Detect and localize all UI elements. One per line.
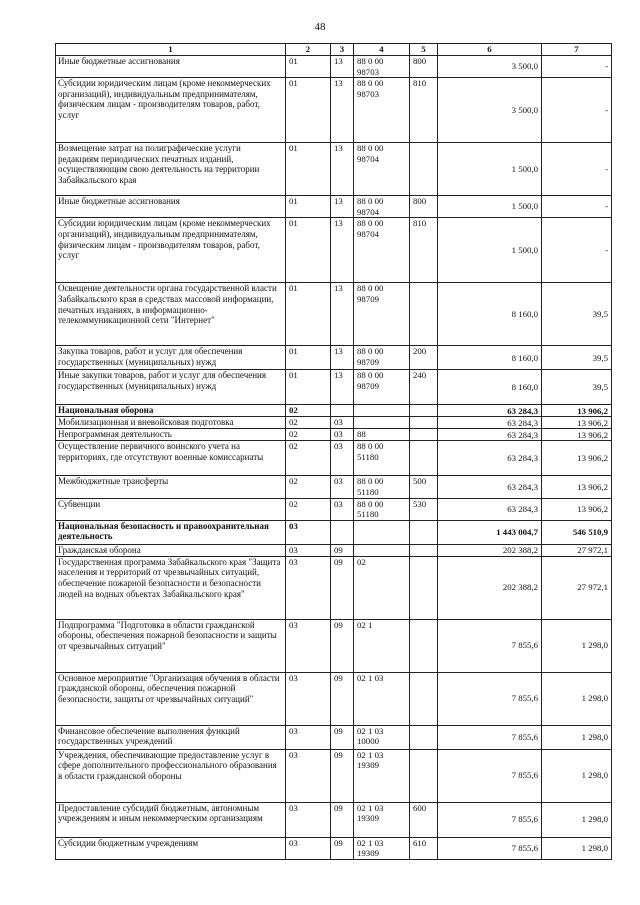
table-header-row bbox=[56, 44, 612, 56]
table-row bbox=[56, 283, 612, 346]
section-cell: 01 bbox=[286, 56, 331, 78]
executed-amount-cell: - bbox=[542, 143, 612, 196]
row-name-cell: Закупка товаров, работ и услуг для обеспечения государственных (муниципальных) нужд bbox=[56, 346, 286, 370]
table-row bbox=[56, 476, 612, 498]
target-article-cell: 88 0 00 51180 bbox=[354, 441, 410, 476]
table-row bbox=[56, 56, 612, 78]
executed-amount-cell: 1 298,0 bbox=[542, 619, 612, 672]
target-article-cell: 02 1 03 10000 bbox=[354, 725, 410, 749]
header-cell: 6 bbox=[438, 44, 542, 56]
row-name-cell: Субсидии юридическим лицам (кроме некоммерческих организаций), индивидуальным предпринимателям, физическим лицам - производителям товаров, работ, услуг bbox=[56, 78, 286, 143]
subsection-cell: 09 bbox=[331, 619, 354, 672]
subsection-cell bbox=[331, 520, 354, 544]
approved-amount-cell: 7 855,6 bbox=[438, 619, 542, 672]
section-cell: 03 bbox=[286, 619, 331, 672]
table-row bbox=[56, 417, 612, 429]
approved-amount-cell: 1 500,0 bbox=[438, 143, 542, 196]
executed-amount-cell: 1 298,0 bbox=[542, 672, 612, 725]
executed-amount-cell: 13 906,2 bbox=[542, 476, 612, 498]
table-row bbox=[56, 802, 612, 837]
row-name-cell: Финансовое обеспечение выполнения функций государственных учреждений bbox=[56, 725, 286, 749]
subsection-cell: 09 bbox=[331, 544, 354, 556]
table-row bbox=[56, 441, 612, 476]
expense-type-cell: 810 bbox=[410, 78, 438, 143]
target-article-cell bbox=[354, 417, 410, 429]
target-article-cell: 88 0 00 98704 bbox=[354, 196, 410, 218]
executed-amount-cell: 1 298,0 bbox=[542, 749, 612, 802]
target-article-cell: 88 0 00 98703 bbox=[354, 56, 410, 78]
section-cell: 01 bbox=[286, 346, 331, 370]
table-row bbox=[56, 196, 612, 218]
target-article-cell: 02 1 bbox=[354, 619, 410, 672]
subsection-cell: 13 bbox=[331, 283, 354, 346]
row-name-cell: Непрограммная деятельность bbox=[56, 429, 286, 441]
section-cell: 03 bbox=[286, 749, 331, 802]
expense-type-cell: 200 bbox=[410, 346, 438, 370]
executed-amount-cell: 1 298,0 bbox=[542, 837, 612, 859]
target-article-cell: 88 bbox=[354, 429, 410, 441]
approved-amount-cell: 63 284,3 bbox=[438, 476, 542, 498]
table-row bbox=[56, 749, 612, 802]
section-cell: 03 bbox=[286, 672, 331, 725]
target-article-cell: 88 0 00 51180 bbox=[354, 476, 410, 498]
row-name-cell: Возмещение затрат на полиграфические услуги редакциям периодических печатных изданий, осуществляющим свою деятельность на территории Забайкальского края bbox=[56, 143, 286, 196]
approved-amount-cell: 8 160,0 bbox=[438, 346, 542, 370]
target-article-cell: 88 0 00 98709 bbox=[354, 283, 410, 346]
executed-amount-cell: 27 972,1 bbox=[542, 556, 612, 619]
row-name-cell: Осуществление первичного воинского учета на территориях, где отсутствуют военные комиссариаты bbox=[56, 441, 286, 476]
expense-type-cell bbox=[410, 283, 438, 346]
executed-amount-cell: - bbox=[542, 56, 612, 78]
expense-type-cell bbox=[410, 143, 438, 196]
row-name-cell: Иные бюджетные ассигнования bbox=[56, 196, 286, 218]
row-name-cell: Субсидии бюджетным учреждениям bbox=[56, 837, 286, 859]
approved-amount-cell: 7 855,6 bbox=[438, 837, 542, 859]
row-name-cell: Предоставление субсидий бюджетным, автономным учреждениям и иным некоммерческим организациям bbox=[56, 802, 286, 837]
subsection-cell: 13 bbox=[331, 56, 354, 78]
expense-type-cell bbox=[410, 429, 438, 441]
header-cell: 1 bbox=[56, 44, 286, 56]
page-number: 48 bbox=[314, 21, 326, 33]
executed-amount-cell: 39,5 bbox=[542, 346, 612, 370]
row-name-cell: Национальная оборона bbox=[56, 405, 286, 417]
expense-type-cell: 800 bbox=[410, 196, 438, 218]
subsection-cell: 13 bbox=[331, 370, 354, 405]
section-cell: 01 bbox=[286, 196, 331, 218]
expense-type-cell bbox=[410, 556, 438, 619]
approved-amount-cell: 1 500,0 bbox=[438, 196, 542, 218]
target-article-cell bbox=[354, 405, 410, 417]
section-cell: 01 bbox=[286, 218, 331, 283]
table-row bbox=[56, 218, 612, 283]
row-name-cell: Мобилизационная и вневойсковая подготовка bbox=[56, 417, 286, 429]
subsection-cell: 03 bbox=[331, 476, 354, 498]
subsection-cell bbox=[331, 405, 354, 417]
executed-amount-cell: - bbox=[542, 196, 612, 218]
table-row bbox=[56, 143, 612, 196]
executed-amount-cell: 13 906,2 bbox=[542, 405, 612, 417]
approved-amount-cell: 63 284,3 bbox=[438, 429, 542, 441]
row-name-cell: Основное мероприятие "Организация обучения в области гражданской обороны, обеспечения пожарной безопасности, защиты от чрезвычайных ситуаций" bbox=[56, 672, 286, 725]
approved-amount-cell: 1 443 004,7 bbox=[438, 520, 542, 544]
target-article-cell: 02 1 03 19309 bbox=[354, 749, 410, 802]
table-row bbox=[56, 498, 612, 520]
table-row bbox=[56, 837, 612, 859]
approved-amount-cell: 8 160,0 bbox=[438, 283, 542, 346]
approved-amount-cell: 1 500,0 bbox=[438, 218, 542, 283]
table-row bbox=[56, 725, 612, 749]
approved-amount-cell: 7 855,6 bbox=[438, 802, 542, 837]
table-row bbox=[56, 520, 612, 544]
approved-amount-cell: 63 284,3 bbox=[438, 417, 542, 429]
approved-amount-cell: 8 160,0 bbox=[438, 370, 542, 405]
target-article-cell: 88 0 00 98704 bbox=[354, 218, 410, 283]
approved-amount-cell: 63 284,3 bbox=[438, 441, 542, 476]
row-name-cell: Субвенции bbox=[56, 498, 286, 520]
section-cell: 02 bbox=[286, 498, 331, 520]
approved-amount-cell: 63 284,3 bbox=[438, 405, 542, 417]
executed-amount-cell: - bbox=[542, 218, 612, 283]
expense-type-cell bbox=[410, 405, 438, 417]
executed-amount-cell: 39,5 bbox=[542, 283, 612, 346]
expense-type-cell bbox=[410, 520, 438, 544]
row-name-cell: Государственная программа Забайкальского края "Защита населения и территорий от чрезвычайных ситуаций, обеспечение пожарной безопасности и безопасности людей на водных объектах Забайкальского края" bbox=[56, 556, 286, 619]
target-article-cell: 88 0 00 51180 bbox=[354, 498, 410, 520]
header-cell: 3 bbox=[331, 44, 354, 56]
executed-amount-cell: 546 510,9 bbox=[542, 520, 612, 544]
target-article-cell: 88 0 00 98709 bbox=[354, 346, 410, 370]
subsection-cell: 03 bbox=[331, 429, 354, 441]
expense-type-cell: 530 bbox=[410, 498, 438, 520]
section-cell: 02 bbox=[286, 476, 331, 498]
target-article-cell: 02 bbox=[354, 556, 410, 619]
row-name-cell: Освещение деятельности органа государственной власти Забайкальского края в средствах массовой информации, печатных изданиях, в информационно-телекоммуникационной сети "Интернет" bbox=[56, 283, 286, 346]
executed-amount-cell: 13 906,2 bbox=[542, 417, 612, 429]
table-row bbox=[56, 429, 612, 441]
subsection-cell: 09 bbox=[331, 556, 354, 619]
executed-amount-cell: 1 298,0 bbox=[542, 725, 612, 749]
expense-type-cell bbox=[410, 619, 438, 672]
subsection-cell: 09 bbox=[331, 837, 354, 859]
row-name-cell: Субсидии юридическим лицам (кроме некоммерческих организаций), индивидуальным предпринимателям, физическим лицам - производителям товаров, работ, услуг bbox=[56, 218, 286, 283]
row-name-cell: Иные бюджетные ассигнования bbox=[56, 56, 286, 78]
table-row bbox=[56, 544, 612, 556]
subsection-cell: 13 bbox=[331, 218, 354, 283]
subsection-cell: 13 bbox=[331, 78, 354, 143]
target-article-cell bbox=[354, 544, 410, 556]
header-cell: 2 bbox=[286, 44, 331, 56]
section-cell: 03 bbox=[286, 544, 331, 556]
row-name-cell: Национальная безопасность и правоохранительная деятельность bbox=[56, 520, 286, 544]
approved-amount-cell: 63 284,3 bbox=[438, 498, 542, 520]
target-article-cell: 88 0 00 98709 bbox=[354, 370, 410, 405]
expense-type-cell: 500 bbox=[410, 476, 438, 498]
subsection-cell: 13 bbox=[331, 346, 354, 370]
executed-amount-cell: 13 906,2 bbox=[542, 429, 612, 441]
table-row bbox=[56, 346, 612, 370]
target-article-cell: 88 0 00 98703 bbox=[354, 78, 410, 143]
section-cell: 03 bbox=[286, 520, 331, 544]
approved-amount-cell: 7 855,6 bbox=[438, 749, 542, 802]
subsection-cell: 03 bbox=[331, 441, 354, 476]
section-cell: 03 bbox=[286, 837, 331, 859]
expense-type-cell: 240 bbox=[410, 370, 438, 405]
section-cell: 02 bbox=[286, 405, 331, 417]
table-row bbox=[56, 370, 612, 405]
executed-amount-cell: - bbox=[542, 78, 612, 143]
executed-amount-cell: 1 298,0 bbox=[542, 802, 612, 837]
expense-type-cell bbox=[410, 749, 438, 802]
expense-type-cell bbox=[410, 441, 438, 476]
header-cell: 5 bbox=[410, 44, 438, 56]
subsection-cell: 03 bbox=[331, 417, 354, 429]
target-article-cell bbox=[354, 520, 410, 544]
expense-type-cell bbox=[410, 544, 438, 556]
row-name-cell: Учреждения, обеспечивающие предоставление услуг в сфере дополнительного профессионального образования в области гражданской обороны bbox=[56, 749, 286, 802]
approved-amount-cell: 3 500,0 bbox=[438, 78, 542, 143]
budget-table bbox=[55, 43, 612, 860]
subsection-cell: 09 bbox=[331, 749, 354, 802]
approved-amount-cell: 202 388,2 bbox=[438, 556, 542, 619]
section-cell: 01 bbox=[286, 78, 331, 143]
section-cell: 02 bbox=[286, 417, 331, 429]
row-name-cell: Гражданская оборона bbox=[56, 544, 286, 556]
approved-amount-cell: 7 855,6 bbox=[438, 672, 542, 725]
expense-type-cell: 600 bbox=[410, 802, 438, 837]
target-article-cell: 02 1 03 19309 bbox=[354, 802, 410, 837]
target-article-cell: 88 0 00 98704 bbox=[354, 143, 410, 196]
section-cell: 01 bbox=[286, 283, 331, 346]
executed-amount-cell: 13 906,2 bbox=[542, 441, 612, 476]
expense-type-cell: 610 bbox=[410, 837, 438, 859]
target-article-cell: 02 1 03 19309 bbox=[354, 837, 410, 859]
header-cell: 4 bbox=[354, 44, 410, 56]
executed-amount-cell: 27 972,1 bbox=[542, 544, 612, 556]
row-name-cell: Иные закупки товаров, работ и услуг для обеспечения государственных (муниципальных) нужд bbox=[56, 370, 286, 405]
expense-type-cell bbox=[410, 672, 438, 725]
approved-amount-cell: 7 855,6 bbox=[438, 725, 542, 749]
section-cell: 03 bbox=[286, 725, 331, 749]
expense-type-cell bbox=[410, 417, 438, 429]
expense-type-cell: 810 bbox=[410, 218, 438, 283]
approved-amount-cell: 202 388,2 bbox=[438, 544, 542, 556]
subsection-cell: 09 bbox=[331, 725, 354, 749]
header-cell: 7 bbox=[542, 44, 612, 56]
executed-amount-cell: 13 906,2 bbox=[542, 498, 612, 520]
table-row bbox=[56, 556, 612, 619]
expense-type-cell bbox=[410, 725, 438, 749]
subsection-cell: 09 bbox=[331, 672, 354, 725]
table-row bbox=[56, 619, 612, 672]
approved-amount-cell: 3 500,0 bbox=[438, 56, 542, 78]
section-cell: 01 bbox=[286, 370, 331, 405]
subsection-cell: 13 bbox=[331, 196, 354, 218]
table-row bbox=[56, 405, 612, 417]
subsection-cell: 13 bbox=[331, 143, 354, 196]
section-cell: 03 bbox=[286, 556, 331, 619]
table-row bbox=[56, 78, 612, 143]
table-row bbox=[56, 672, 612, 725]
section-cell: 01 bbox=[286, 143, 331, 196]
subsection-cell: 03 bbox=[331, 498, 354, 520]
row-name-cell: Подпрограмма "Подготовка в области гражданской обороны, обеспечения пожарной безопасности и защиты от чрезвычайных ситуаций" bbox=[56, 619, 286, 672]
expense-type-cell: 800 bbox=[410, 56, 438, 78]
executed-amount-cell: 39,5 bbox=[542, 370, 612, 405]
section-cell: 02 bbox=[286, 429, 331, 441]
section-cell: 03 bbox=[286, 802, 331, 837]
row-name-cell: Межбюджетные трансферты bbox=[56, 476, 286, 498]
target-article-cell: 02 1 03 bbox=[354, 672, 410, 725]
subsection-cell: 09 bbox=[331, 802, 354, 837]
section-cell: 02 bbox=[286, 441, 331, 476]
